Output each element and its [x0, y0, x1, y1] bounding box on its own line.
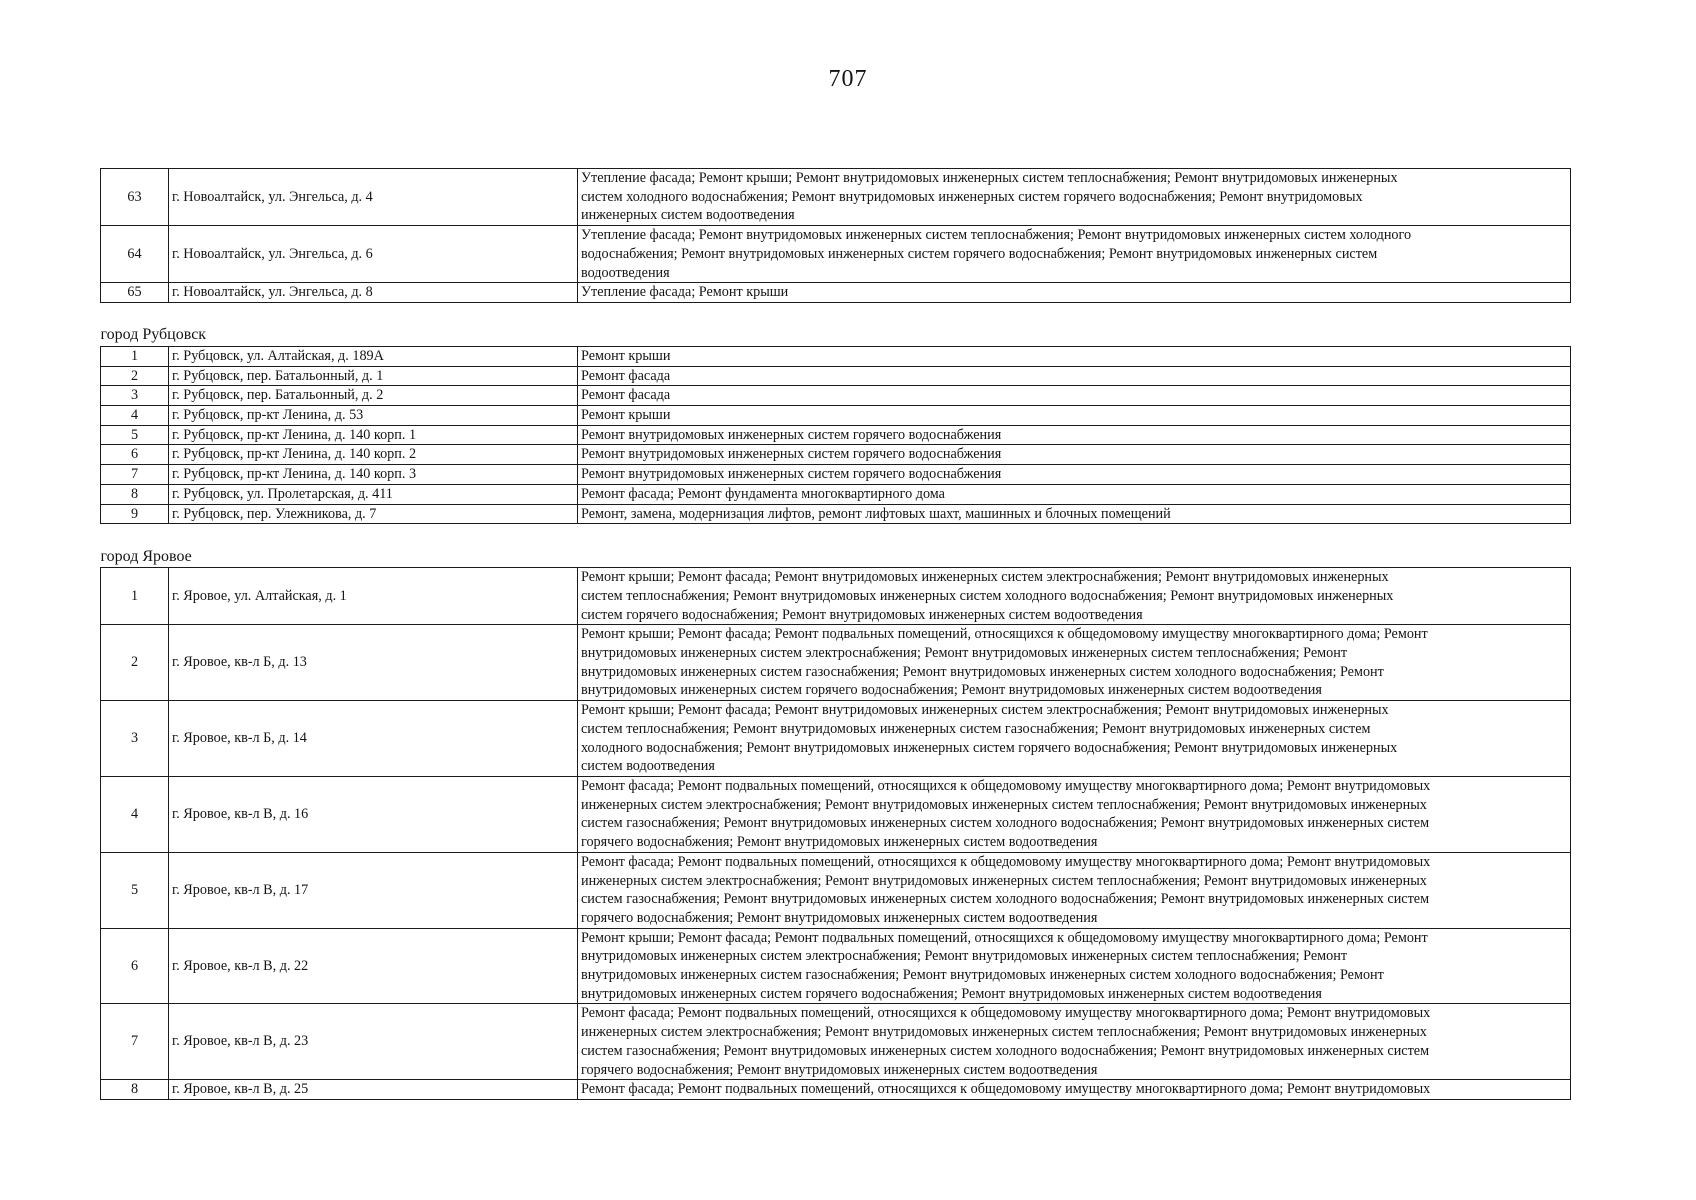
- works-line: внутридомовых инженерных систем электроснабжения; Ремонт внутридомовых инженерных систем теплоснабжения; Ремонт: [581, 645, 1348, 662]
- works-line: Ремонт фасада: [581, 367, 671, 384]
- repair-works-table: [100, 168, 1571, 1100]
- works-line: Ремонт внутридомовых инженерных систем горячего водоснабжения: [581, 426, 1002, 443]
- row-number: 6: [101, 445, 169, 465]
- works-line: инженерных систем электроснабжения; Ремонт внутридомовых инженерных систем теплоснабжения; Ремонт внутридомовых инженерных: [581, 872, 1427, 889]
- table-row: [101, 568, 1571, 625]
- table-row: [101, 445, 1571, 465]
- row-address: г. Рубцовск, пр-кт Ленина, д. 140 корп. 1: [169, 425, 578, 445]
- section-header-row: [101, 323, 1571, 347]
- row-address: г. Яровое, кв-л В, д. 23: [169, 1004, 578, 1080]
- row-works: [578, 701, 1571, 777]
- works-line: Утепление фасада; Ремонт крыши: [581, 284, 789, 301]
- table-row: [101, 346, 1571, 366]
- works-line: Ремонт фасада; Ремонт подвальных помещений, относящихся к общедомовому имуществу многоквартирного дома; Ремонт внутридомовых: [581, 1005, 1431, 1022]
- works-line: систем газоснабжения; Ремонт внутридомовых инженерных систем холодного водоснабжения; Ремонт внутридомовых инженерных систем: [581, 891, 1430, 908]
- works-line: Ремонт фасада; Ремонт фундамента многоквартирного дома: [581, 485, 945, 502]
- works-line: внутридомовых инженерных систем горячего водоснабжения; Ремонт внутридомовых инженерных систем водоотведения: [581, 682, 1322, 699]
- section-spacer: [101, 524, 1571, 545]
- works-line: систем газоснабжения; Ремонт внутридомовых инженерных систем холодного водоснабжения; Ремонт внутридомовых инженерных систем: [581, 1042, 1430, 1059]
- works-line: Ремонт фасада: [581, 387, 671, 404]
- row-number: 5: [101, 425, 169, 445]
- page-number: 707: [828, 66, 868, 92]
- row-number: 6: [101, 928, 169, 1004]
- row-address: г. Рубцовск, пр-кт Ленина, д. 140 корп. 3: [169, 465, 578, 485]
- row-works: [578, 346, 1571, 366]
- row-works: [578, 169, 1571, 226]
- row-number: 9: [101, 504, 169, 524]
- row-works: [578, 776, 1571, 852]
- row-number: 63: [101, 169, 169, 226]
- row-number: 64: [101, 226, 169, 283]
- table-row: [101, 425, 1571, 445]
- table-row: [101, 1080, 1571, 1100]
- table-row: [101, 776, 1571, 852]
- row-address: г. Яровое, ул. Алтайская, д. 1: [169, 568, 578, 625]
- works-line: Ремонт крыши; Ремонт фасада; Ремонт внутридомовых инженерных систем электроснабжения; Ремонт внутридомовых инженерных: [581, 702, 1389, 719]
- works-line: водоотведения: [581, 264, 670, 281]
- works-line: систем теплоснабжения; Ремонт внутридомовых инженерных систем газоснабжения; Ремонт внутридомовых инженерных систем: [581, 720, 1371, 737]
- row-number: 7: [101, 465, 169, 485]
- table-row: [101, 386, 1571, 406]
- row-address: г. Рубцовск, ул. Алтайская, д. 189А: [169, 346, 578, 366]
- row-address: г. Яровое, кв-л В, д. 25: [169, 1080, 578, 1100]
- works-line: водоснабжения; Ремонт внутридомовых инженерных систем горячего водоснабжения; Ремонт внутридомовых инженерных систем: [581, 245, 1378, 262]
- section-header-cell: [101, 323, 1571, 347]
- table-row: [101, 465, 1571, 485]
- section-title: город Яровое: [100, 547, 192, 565]
- row-works: [578, 484, 1571, 504]
- row-address: г. Новоалтайск, ул. Энгельса, д. 4: [169, 169, 578, 226]
- works-line: Ремонт крыши; Ремонт фасада; Ремонт подвальных помещений, относящихся к общедомовому имуществу многоквартирного дома; Ремонт: [581, 626, 1428, 643]
- table-row: [101, 169, 1571, 226]
- works-line: внутридомовых инженерных систем электроснабжения; Ремонт внутридомовых инженерных систем теплоснабжения; Ремонт: [581, 948, 1348, 965]
- table-row: [101, 625, 1571, 701]
- row-works: [578, 445, 1571, 465]
- works-line: систем горячего водоснабжения; Ремонт внутридомовых инженерных систем водоотведения: [581, 606, 1143, 623]
- table-row: [101, 226, 1571, 283]
- row-number: 2: [101, 366, 169, 386]
- row-address: г. Яровое, кв-л В, д. 16: [169, 776, 578, 852]
- row-works: [578, 465, 1571, 485]
- row-number: 1: [101, 346, 169, 366]
- works-line: холодного водоснабжения; Ремонт внутридомовых инженерных систем горячего водоснабжения; Ремонт внутридомовых инженерных: [581, 739, 1398, 756]
- row-works: [578, 1004, 1571, 1080]
- table-row: [101, 504, 1571, 524]
- row-address: г. Рубцовск, пр-кт Ленина, д. 140 корп. 2: [169, 445, 578, 465]
- row-works: [578, 406, 1571, 426]
- works-line: систем теплоснабжения; Ремонт внутридомовых инженерных систем холодного водоснабжения; Ремонт внутридомовых инженерных: [581, 587, 1394, 604]
- section-header-row: [101, 544, 1571, 568]
- row-works: [578, 1080, 1571, 1100]
- works-line: внутридомовых инженерных систем газоснабжения; Ремонт внутридомовых инженерных систем холодного водоснабжения; Ремонт: [581, 663, 1384, 680]
- table-row: [101, 366, 1571, 386]
- works-line: внутридомовых инженерных систем газоснабжения; Ремонт внутридомовых инженерных систем холодного водоснабжения; Ремонт: [581, 967, 1384, 984]
- table-row: [101, 1004, 1571, 1080]
- works-line: Ремонт, замена, модернизация лифтов, ремонт лифтовых шахт, машинных и блочных помещений: [581, 505, 1171, 522]
- row-works: [578, 386, 1571, 406]
- row-number: 1: [101, 568, 169, 625]
- works-line: Ремонт крыши; Ремонт фасада; Ремонт внутридомовых инженерных систем электроснабжения; Ремонт внутридомовых инженерных: [581, 569, 1389, 586]
- section-header-cell: [101, 544, 1571, 568]
- works-line: горячего водоснабжения; Ремонт внутридомовых инженерных систем водоотведения: [581, 1061, 1098, 1078]
- works-line: Ремонт внутридомовых инженерных систем горячего водоснабжения: [581, 446, 1002, 463]
- row-number: 8: [101, 1080, 169, 1100]
- row-number: 4: [101, 776, 169, 852]
- row-number: 7: [101, 1004, 169, 1080]
- section-spacer-cell: [101, 302, 1571, 323]
- row-works: [578, 226, 1571, 283]
- works-line: Ремонт фасада; Ремонт подвальных помещений, относящихся к общедомовому имуществу многоквартирного дома; Ремонт внутридомовых: [581, 777, 1431, 794]
- table-row: [101, 701, 1571, 777]
- row-works: [578, 625, 1571, 701]
- row-address: г. Яровое, кв-л В, д. 17: [169, 852, 578, 928]
- works-line: горячего водоснабжения; Ремонт внутридомовых инженерных систем водоотведения: [581, 834, 1098, 851]
- table-row: [101, 406, 1571, 426]
- works-line: Ремонт крыши: [581, 347, 671, 364]
- row-works: [578, 425, 1571, 445]
- row-works: [578, 568, 1571, 625]
- table-row: [101, 928, 1571, 1004]
- row-address: г. Рубцовск, ул. Пролетарская, д. 411: [169, 484, 578, 504]
- works-line: систем водоотведения: [581, 758, 715, 775]
- section-spacer-cell: [101, 524, 1571, 545]
- works-line: внутридомовых инженерных систем горячего водоснабжения; Ремонт внутридомовых инженерных систем водоотведения: [581, 985, 1322, 1002]
- works-line: Ремонт фасада; Ремонт подвальных помещений, относящихся к общедомовому имуществу многоквартирного дома; Ремонт внутридомовых: [581, 1081, 1431, 1098]
- table-row: [101, 484, 1571, 504]
- row-works: [578, 928, 1571, 1004]
- section-spacer: [101, 302, 1571, 323]
- works-line: Ремонт крыши: [581, 407, 671, 424]
- table-body: [101, 169, 1571, 1100]
- works-line: горячего водоснабжения; Ремонт внутридомовых инженерных систем водоотведения: [581, 909, 1098, 926]
- row-works: [578, 366, 1571, 386]
- row-address: г. Яровое, кв-л Б, д. 13: [169, 625, 578, 701]
- works-line: Ремонт внутридомовых инженерных систем горячего водоснабжения: [581, 466, 1002, 483]
- row-number: 4: [101, 406, 169, 426]
- works-line: систем газоснабжения; Ремонт внутридомовых инженерных систем холодного водоснабжения; Ремонт внутридомовых инженерных систем: [581, 815, 1430, 832]
- row-address: г. Рубцовск, пр-кт Ленина, д. 53: [169, 406, 578, 426]
- row-address: г. Яровое, кв-л В, д. 22: [169, 928, 578, 1004]
- row-number: 8: [101, 484, 169, 504]
- row-address: г. Яровое, кв-л Б, д. 14: [169, 701, 578, 777]
- works-line: инженерных систем электроснабжения; Ремонт внутридомовых инженерных систем теплоснабжения; Ремонт внутридомовых инженерных: [581, 1024, 1427, 1041]
- row-number: 5: [101, 852, 169, 928]
- row-number: 3: [101, 701, 169, 777]
- section-title: город Рубцовск: [100, 326, 207, 344]
- row-number: 3: [101, 386, 169, 406]
- works-line: Утепление фасада; Ремонт внутридомовых инженерных систем теплоснабжения; Ремонт внутридомовых инженерных систем холодного: [581, 227, 1412, 244]
- row-address: г. Рубцовск, пер. Батальонный, д. 2: [169, 386, 578, 406]
- row-works: [578, 852, 1571, 928]
- works-line: систем холодного водоснабжения; Ремонт внутридомовых инженерных систем горячего водоснабжения; Ремонт внутридомовых: [581, 188, 1363, 205]
- row-number: 2: [101, 625, 169, 701]
- row-address: г. Рубцовск, пер. Батальонный, д. 1: [169, 366, 578, 386]
- works-line: Ремонт фасада; Ремонт подвальных помещений, относящихся к общедомовому имуществу многоквартирного дома; Ремонт внутридомовых: [581, 853, 1431, 870]
- table-row: [101, 852, 1571, 928]
- works-line: Ремонт крыши; Ремонт фасада; Ремонт подвальных помещений, относящихся к общедомовому имуществу многоквартирного дома; Ремонт: [581, 929, 1428, 946]
- row-address: г. Новоалтайск, ул. Энгельса, д. 6: [169, 226, 578, 283]
- works-line: инженерных систем электроснабжения; Ремонт внутридомовых инженерных систем теплоснабжения; Ремонт внутридомовых инженерных: [581, 796, 1427, 813]
- row-works: [578, 504, 1571, 524]
- row-address: г. Новоалтайск, ул. Энгельса, д. 8: [169, 283, 578, 303]
- row-number: 65: [101, 283, 169, 303]
- works-line: Утепление фасада; Ремонт крыши; Ремонт внутридомовых инженерных систем теплоснабжения; Ремонт внутридомовых инженерных: [581, 170, 1398, 186]
- works-line: инженерных систем водоотведения: [581, 207, 795, 224]
- row-address: г. Рубцовск, пер. Улежникова, д. 7: [169, 504, 578, 524]
- row-works: [578, 283, 1571, 303]
- table-row: [101, 283, 1571, 303]
